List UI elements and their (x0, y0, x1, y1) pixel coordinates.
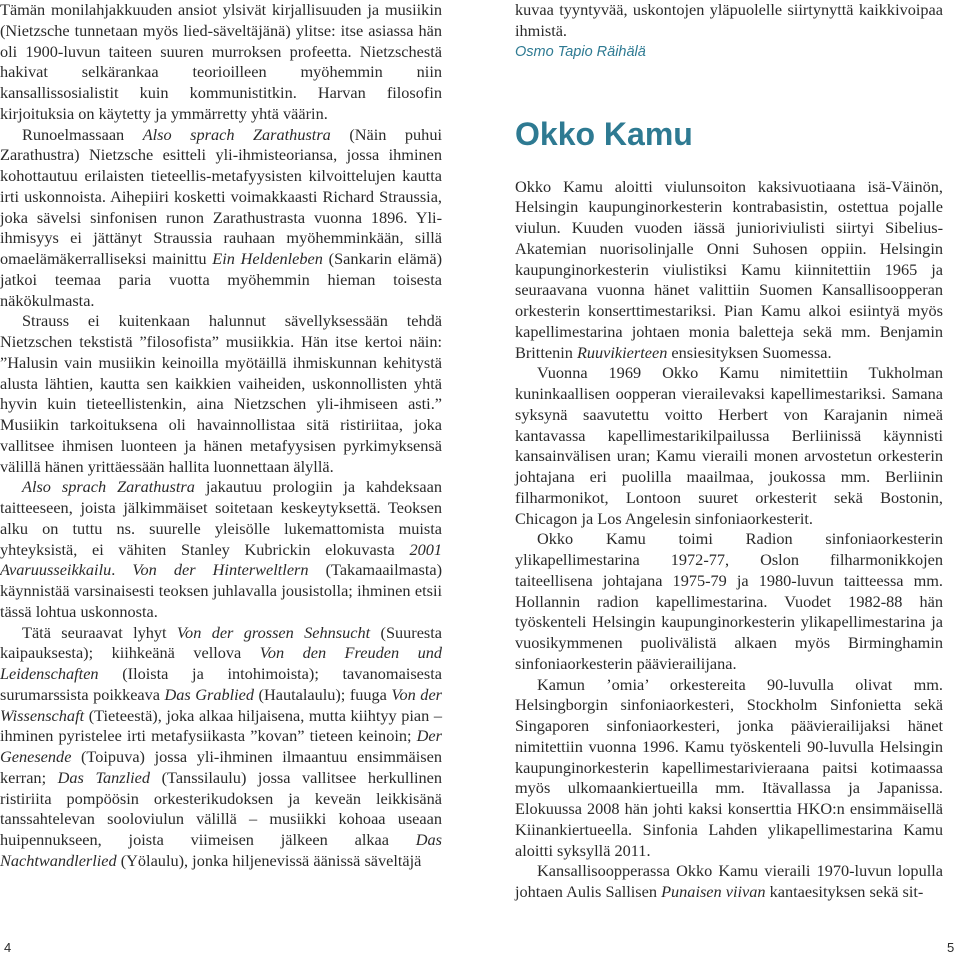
left-column (0, 0, 442, 872)
text-run: (Takamaailmasta) käynnistää varsinaisesti teoksen juhlavalla jousistolla; ihminen etsii tässä lohtua uskonnosta. (0, 560, 442, 621)
italic-title: Von der Wissenschaft (0, 684, 443, 725)
italic-title: 2001 Avaruusseikkailu (0, 539, 442, 580)
text-run: Strauss ei kuitenkaan halunnut sävellyksessään tehdä Nietzschen tekstistä ”filosofista” musiikkia. Hän itse kertoi näin: ”Halusin vain musiikin keinoilla myötäillä ihmiskunnan kehitystä alusta lähtien, kautta sen kaikkien vaiheiden, uskonnollisten yhtä hyvin kuin tieteellistenkin, aina Nietzschen yli-ihmiseen asti.” Musiikin tarkoituksena oli havainnollistaa sitä ristiriitaa, joka vallitsee ihmisen luonteen ja hänen metafyysisen pyrkimyksensä välillä hänen yrittäessään hallita luonnettaan älyllä. (0, 311, 442, 476)
text-run: (Näin puhui Zarathustra) Nietzsche esitteli yli-ihmisteoriansa, jossa ihminen kohottautuu erilaisten tieteellis-metafyysisten kilvoittelujen kautta irti uskonnoista. Aihepiiri kosketti voimakkaasti Richard Straussia, joka sävelsi sinfonisen runon Zarathustrasta vuonna 1896. Yli-ihmisyys ei jättänyt Straussia rauhaan myöhemminkään, sillä omaelämäkerralliseksi mainittu (0, 124, 442, 268)
body-paragraph (0, 0, 442, 125)
text-run: Okko Kamu aloitti viulunsoiton kaksivuotiaana isä-Väinön, Helsingin kaupunginorkesterin kontrabasistin, ostettua pojalle viulun. Kuuden vuoden iässä junioriviulisti siirtyi Sibelius-Akatemian nuorisolinjalle Onni Suhosen oppiin. Helsingin kaupunginorkesterin viulistiksi Kamu kiinnitettiin 1965 ja seuraavana vuonna hänet valittiin Suomen Kansallisoopperan orkesterin konserttimestariksi. Pian Kamu alkoi esiintyä myös kapellimestarina johtaen monia baletteja sekä mm. Benjamin Brittenin (515, 176, 943, 362)
body-paragraph (515, 177, 943, 364)
text-run: Tämän monilahjakkuuden ansiot ylsivät kirjallisuuden ja musiikin (Nietzsche tunnetaan myös lied-säveltäjänä) ylitse: itse asiassa hän oli 1900-luvun taiteen suuren murroksen profeetta. Nietzschestä hakivat selkärankaa teorioilleen myöhemmin niin kansallissosialistit kuin kommunistitkin. Harvan filosofin kirjoituksia on käytetty ja ymmärretty yhtä väärin. (0, 0, 442, 123)
italic-title: Von der grossen Sehnsucht (176, 622, 371, 642)
body-paragraph (515, 861, 943, 903)
body-paragraph (0, 477, 442, 622)
text-run: (Tanssilaulu) jossa vallitsee herkullinen ristiriita pompöösin orkesterikudoksen ja keveän leikkisänä tanssahtelevan sooloviulun välillä – musiikki kohoaa useaan huipennukseen, joista viimeisen jälkeen alkaa (0, 767, 442, 849)
text-run: (Suuresta kaipauksesta); kiihkeänä vellova (0, 622, 443, 663)
text-run: jakautuu prologiin ja kahdeksaan taitteeseen, joista jälkimmäiset soitetaan keskeytyksettä. Teoksen alku on tuttu ns. suurelle yleisölle lukemattomista muista yhteyksistä, ei vähiten Stanley Kubrickin elokuvasta (0, 477, 442, 559)
italic-title: Der Genesende (0, 726, 442, 766)
text-run: Runoelmassaan (22, 124, 143, 144)
text-run: Okko Kamu toimi Radion sinfoniaorkesterin ylikapellimestarina 1972-77, Oslon filharmonikkojen taiteellisena johtajana 1975-79 ja 1980-luvun taitteessa mm. Hollannin radion kapellimestarina. Vuodet 1982-88 hän työskenteli Helsingin kaupunginorkesterin ylikapellimestarina ja vuosikymmenen puolivälistä alkaen myös Birminghamin sinfoniaorkesterin päävierailijana. (515, 529, 943, 673)
text-run: (Hautalaulu); fuuga (254, 684, 392, 704)
body-paragraph (515, 675, 943, 862)
text-run: (Iloista ja intohimoista); tavanomaisesta surumarssista poikkeava (0, 664, 442, 704)
text-run: . (111, 560, 133, 580)
continued-text: kuvaa tyyntyvää, uskontojen yläpuolelle siirtynyttä kaikkivoipaa ihmistä. (515, 0, 943, 40)
body-paragraph (515, 529, 943, 674)
text-run: Tätä seuraavat lyhyt (22, 622, 177, 642)
italic-title: Punaisen viivan (661, 882, 766, 901)
italic-title: Also sprach Zarathustra (142, 124, 331, 144)
body-paragraph (515, 363, 943, 529)
section-heading: Okko Kamu (515, 115, 693, 152)
text-run: (Sankarin elämä) jatkoi teemaa paria vuotta myöhemmin hieman toisesta näkökulmasta. (0, 249, 442, 310)
right-body (515, 177, 943, 903)
italic-title: Ein Heldenleben (212, 249, 323, 268)
text-run: Vuonna 1969 Okko Kamu nimitettiin Tukholman kuninkaallisen oopperan vierailevaksi kapellimestariksi. Samana syksynä saavutettu voitto Herbert von Karajanin nimeä kantavassa kapellimestarikilpailussa Berliinissä käynnisti kansainvälisen uran; Kamu vieraili monen arvostetun orkesterin johtajana eri puolilla maailmaa, joukossa mm. Berliinin filharmonikot, Lontoon suuret orkesterit sekä Bostonin, Chicagon ja Los Angelesin sinfoniaorkesterit. (515, 363, 943, 528)
text-run: (Yölaulu), jonka hiljenevissä äänissä säveltäjä (116, 850, 422, 870)
body-paragraph (0, 623, 442, 872)
italic-title: Das Nachtwandlerlied (0, 830, 442, 870)
italic-title: Das Tanzlied (57, 767, 151, 787)
italic-title: Von den Freuden und Leidenschaften (0, 643, 442, 683)
italic-title: Von der Hinterweltlern (132, 560, 309, 580)
text-run: kantaesityksen sekä sit- (765, 882, 924, 901)
text-run: Kansallisoopperassa Okko Kamu vieraili 1970-luvun lopulla johtaen Aulis Sallisen (515, 861, 943, 901)
text-run: (Toipuva) jossa yli-ihminen ilmaantuu ensimmäisen kerran; (0, 747, 442, 787)
article-author: Osmo Tapio Räihälä (515, 43, 646, 60)
italic-title: Das Grablied (164, 684, 255, 704)
italic-title: Ruuvikierteen (576, 342, 668, 362)
text-run: (Tieteestä), joka alkaa hiljaisena, mutta kiihtyy pian – ihminen pyristelee irti metafysiikasta ”kovan” tieteen keinoin; (0, 705, 442, 746)
body-paragraph (0, 311, 442, 477)
italic-title: Also sprach Zarathustra (22, 477, 195, 497)
text-run: Kamun ’omia’ orkestereita 90-luvulla olivat mm. Helsingborgin sinfoniaorkesteri, Stockholm Sinfonietta sekä Singaporen sinfoniaorkesteri, jonka päävierailijaksi hänet nimitettiin vuonna 1996. Kamu työskenteli 90-luvulla Helsingin kaupunginorkesterin kapellimestarivieraana paitsi kotimaassa myös ulkomaankiertueilla mm. Itävallassa ja Japanissa. Elokuussa 2008 hän johti kaksi konserttia HKO:n ensimmäisellä Kiinankiertueella. Sinfonia Lahden ylikapellimestarina Kamu aloitti syksyllä 2011. (515, 674, 943, 860)
body-paragraph (0, 125, 442, 312)
text-run: ensiesityksen Suomessa. (667, 342, 832, 362)
page-number-right: 5 (947, 940, 955, 955)
right-column (515, 0, 943, 903)
page-number-left: 4 (4, 940, 12, 955)
